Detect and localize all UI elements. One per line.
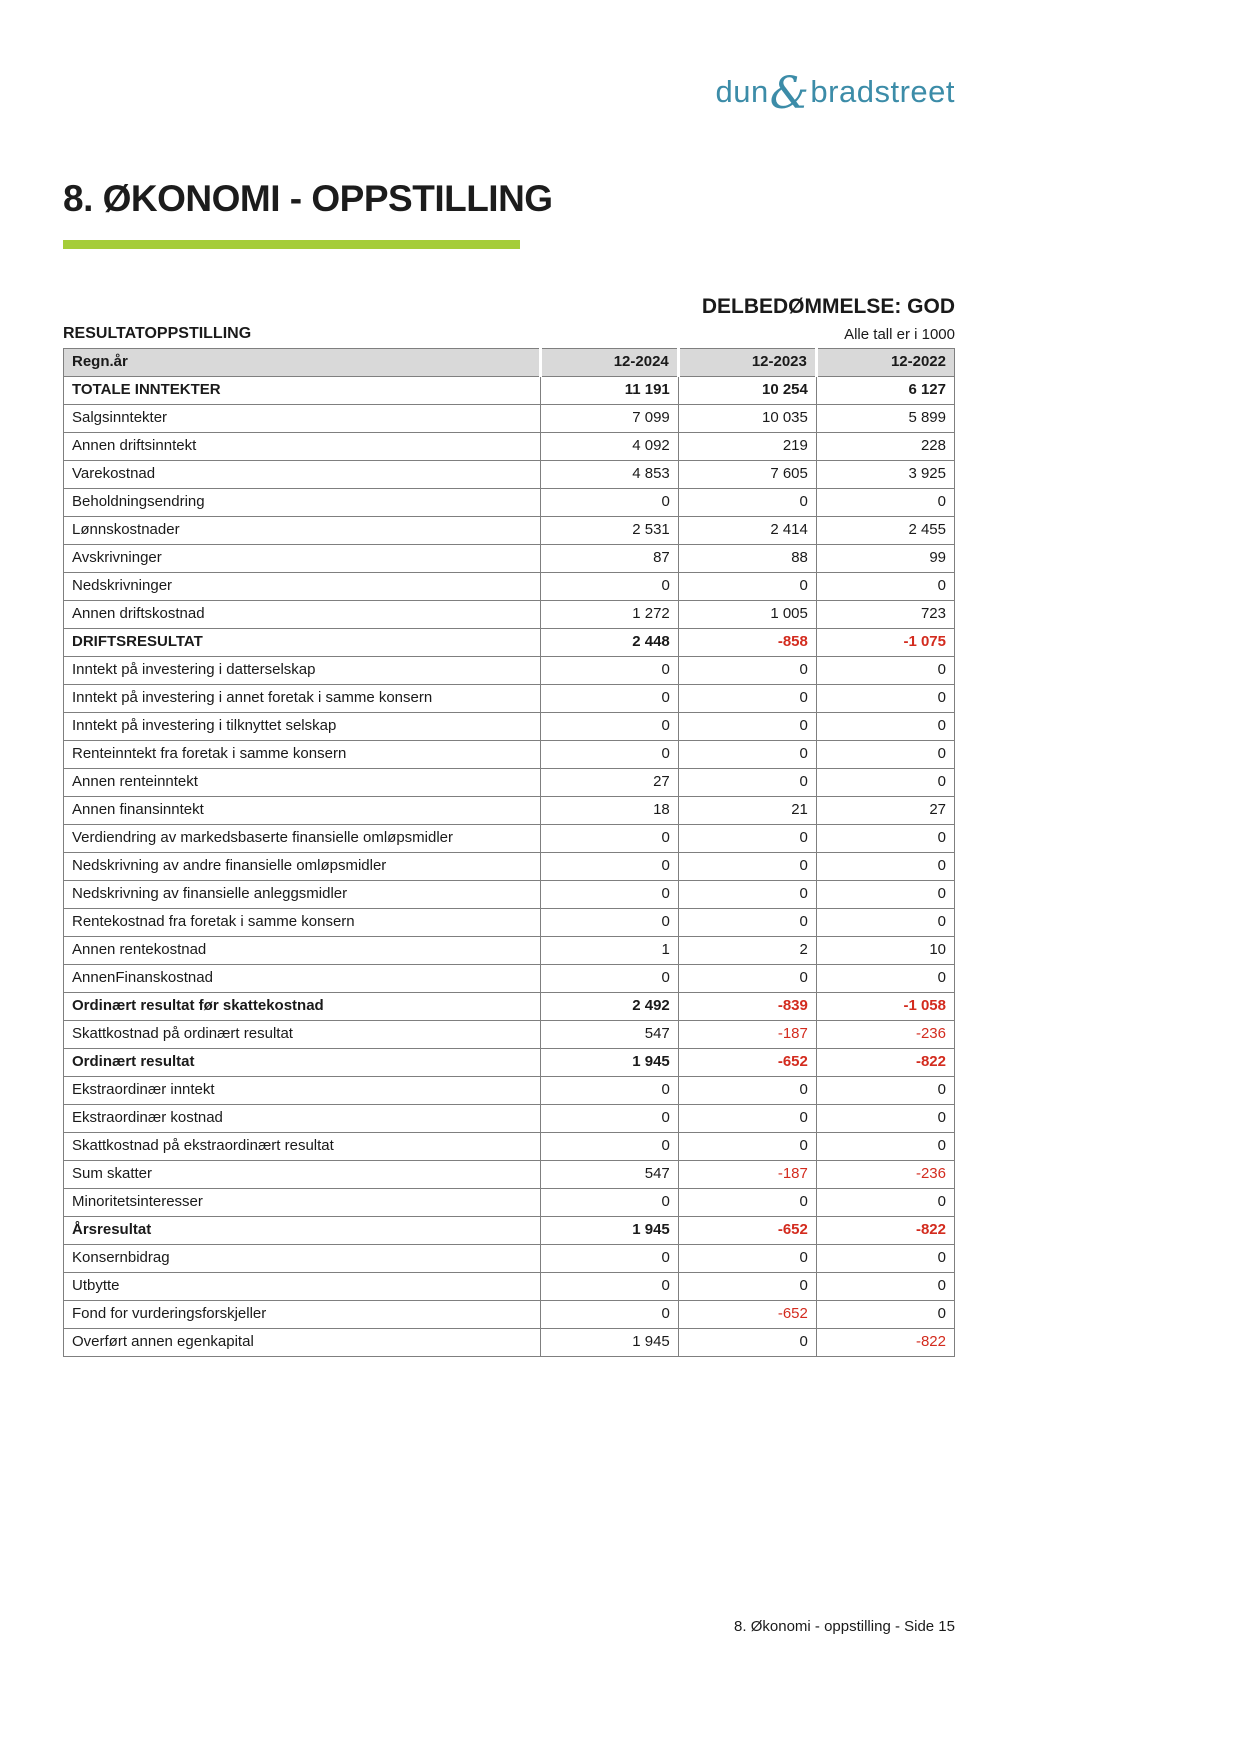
row-label: Annen driftsinntekt bbox=[64, 433, 541, 461]
row-label: Ordinært resultat bbox=[64, 1049, 541, 1077]
row-value: 27 bbox=[816, 797, 954, 825]
row-value: 547 bbox=[540, 1161, 678, 1189]
table-row bbox=[64, 601, 955, 629]
row-label: DRIFTSRESULTAT bbox=[64, 629, 541, 657]
row-value: 2 414 bbox=[678, 517, 816, 545]
row-value: -652 bbox=[678, 1301, 816, 1329]
row-value: 0 bbox=[540, 713, 678, 741]
logo-text-dun: dun bbox=[715, 74, 769, 109]
table-row bbox=[64, 1049, 955, 1077]
row-value: 2 492 bbox=[540, 993, 678, 1021]
row-value: -839 bbox=[678, 993, 816, 1021]
row-value: 0 bbox=[678, 909, 816, 937]
row-label: Annen finansinntekt bbox=[64, 797, 541, 825]
row-value: 1 bbox=[540, 937, 678, 965]
row-label: Sum skatter bbox=[64, 1161, 541, 1189]
row-value: 0 bbox=[678, 1273, 816, 1301]
row-label: Konsernbidrag bbox=[64, 1245, 541, 1273]
row-value: 0 bbox=[678, 853, 816, 881]
row-value: 0 bbox=[540, 1133, 678, 1161]
table-row bbox=[64, 489, 955, 517]
row-value: 4 853 bbox=[540, 461, 678, 489]
row-value: 0 bbox=[678, 741, 816, 769]
table-row bbox=[64, 657, 955, 685]
row-value: 0 bbox=[678, 713, 816, 741]
row-value: -822 bbox=[816, 1329, 954, 1357]
row-value: 11 191 bbox=[540, 377, 678, 405]
row-value: 0 bbox=[816, 1133, 954, 1161]
row-value: 0 bbox=[540, 965, 678, 993]
row-value: -187 bbox=[678, 1021, 816, 1049]
row-value: 0 bbox=[540, 853, 678, 881]
row-value: 0 bbox=[540, 1245, 678, 1273]
row-value: 10 035 bbox=[678, 405, 816, 433]
row-label: AnnenFinanskostnad bbox=[64, 965, 541, 993]
table-row bbox=[64, 741, 955, 769]
row-value: 0 bbox=[678, 825, 816, 853]
table-row bbox=[64, 1077, 955, 1105]
row-label: Minoritetsinteresser bbox=[64, 1189, 541, 1217]
table-row bbox=[64, 909, 955, 937]
content-column bbox=[63, 0, 955, 1357]
row-label: Inntekt på investering i tilknyttet selskap bbox=[64, 713, 541, 741]
row-value: 6 127 bbox=[816, 377, 954, 405]
table-row bbox=[64, 1329, 955, 1357]
row-label: Skattkostnad på ordinært resultat bbox=[64, 1021, 541, 1049]
row-value: 0 bbox=[816, 573, 954, 601]
row-label: Beholdningsendring bbox=[64, 489, 541, 517]
row-value: 0 bbox=[816, 1077, 954, 1105]
table-row bbox=[64, 1161, 955, 1189]
row-value: 0 bbox=[678, 1329, 816, 1357]
units-note: Alle tall er i 1000 bbox=[844, 326, 955, 343]
row-value: 228 bbox=[816, 433, 954, 461]
row-label: Annen rentekostnad bbox=[64, 937, 541, 965]
row-value: 0 bbox=[816, 1105, 954, 1133]
table-row bbox=[64, 377, 955, 405]
row-value: 0 bbox=[678, 1105, 816, 1133]
column-header-label: Regn.år bbox=[64, 349, 541, 377]
row-label: Varekostnad bbox=[64, 461, 541, 489]
row-label: Ordinært resultat før skattekostnad bbox=[64, 993, 541, 1021]
row-value: 0 bbox=[540, 1077, 678, 1105]
table-row bbox=[64, 769, 955, 797]
row-value: 0 bbox=[816, 741, 954, 769]
row-value: 0 bbox=[540, 1105, 678, 1133]
row-value: 723 bbox=[816, 601, 954, 629]
row-value: -822 bbox=[816, 1049, 954, 1077]
row-label: Rentekostnad fra foretak i samme konsern bbox=[64, 909, 541, 937]
table-row bbox=[64, 545, 955, 573]
row-label: Nedskrivninger bbox=[64, 573, 541, 601]
row-label: Fond for vurderingsforskjeller bbox=[64, 1301, 541, 1329]
table-row bbox=[64, 1217, 955, 1245]
table-row bbox=[64, 1189, 955, 1217]
row-value: 0 bbox=[540, 909, 678, 937]
row-value: 10 bbox=[816, 937, 954, 965]
column-header-year: 12-2024 bbox=[540, 349, 678, 377]
table-row bbox=[64, 993, 955, 1021]
row-value: 0 bbox=[540, 825, 678, 853]
row-value: 0 bbox=[540, 1301, 678, 1329]
row-value: 0 bbox=[816, 825, 954, 853]
row-value: 0 bbox=[816, 685, 954, 713]
table-row bbox=[64, 1021, 955, 1049]
row-label: TOTALE INNTEKTER bbox=[64, 377, 541, 405]
row-label: Utbytte bbox=[64, 1273, 541, 1301]
row-value: 0 bbox=[816, 853, 954, 881]
row-value: 0 bbox=[540, 489, 678, 517]
row-label: Skattkostnad på ekstraordinært resultat bbox=[64, 1133, 541, 1161]
row-value: 0 bbox=[816, 965, 954, 993]
row-value: 0 bbox=[678, 965, 816, 993]
row-label: Verdiendring av markedsbaserte finansielle omløpsmidler bbox=[64, 825, 541, 853]
row-value: 0 bbox=[678, 573, 816, 601]
row-value: 0 bbox=[816, 657, 954, 685]
row-value: 87 bbox=[540, 545, 678, 573]
table-row bbox=[64, 937, 955, 965]
table-row bbox=[64, 1133, 955, 1161]
row-value: 18 bbox=[540, 797, 678, 825]
row-value: 0 bbox=[678, 769, 816, 797]
row-value: -1 075 bbox=[816, 629, 954, 657]
row-label: Nedskrivning av finansielle anleggsmidler bbox=[64, 881, 541, 909]
row-value: 0 bbox=[540, 1273, 678, 1301]
page-footer: 8. Økonomi - oppstilling - Side 15 bbox=[734, 1618, 955, 1635]
table-row bbox=[64, 825, 955, 853]
row-value: -236 bbox=[816, 1021, 954, 1049]
column-header-year: 12-2023 bbox=[678, 349, 816, 377]
row-label: Inntekt på investering i annet foretak i samme konsern bbox=[64, 685, 541, 713]
row-value: 27 bbox=[540, 769, 678, 797]
row-value: 1 005 bbox=[678, 601, 816, 629]
row-label: Overført annen egenkapital bbox=[64, 1329, 541, 1357]
row-value: 0 bbox=[816, 1189, 954, 1217]
table-row bbox=[64, 685, 955, 713]
table-row bbox=[64, 573, 955, 601]
row-value: -652 bbox=[678, 1217, 816, 1245]
row-value: 7 605 bbox=[678, 461, 816, 489]
row-value: 0 bbox=[816, 1301, 954, 1329]
row-value: 3 925 bbox=[816, 461, 954, 489]
row-value: 0 bbox=[678, 489, 816, 517]
dun-bradstreet-logo bbox=[715, 68, 955, 119]
table-row bbox=[64, 1301, 955, 1329]
row-label: Årsresultat bbox=[64, 1217, 541, 1245]
logo-row bbox=[63, 68, 955, 119]
row-value: 0 bbox=[540, 685, 678, 713]
row-value: -652 bbox=[678, 1049, 816, 1077]
row-value: 0 bbox=[540, 1189, 678, 1217]
table-row bbox=[64, 797, 955, 825]
row-value: 7 099 bbox=[540, 405, 678, 433]
row-value: 0 bbox=[540, 881, 678, 909]
row-value: 0 bbox=[540, 657, 678, 685]
row-label: Ekstraordinær inntekt bbox=[64, 1077, 541, 1105]
row-value: 0 bbox=[540, 741, 678, 769]
page-title: 8. ØKONOMI - OPPSTILLING bbox=[63, 178, 553, 219]
row-value: -1 058 bbox=[816, 993, 954, 1021]
row-value: 547 bbox=[540, 1021, 678, 1049]
row-value: 1 945 bbox=[540, 1217, 678, 1245]
row-value: 0 bbox=[678, 1077, 816, 1105]
row-label: Ekstraordinær kostnad bbox=[64, 1105, 541, 1133]
table-row bbox=[64, 1245, 955, 1273]
row-value: 2 531 bbox=[540, 517, 678, 545]
table-row bbox=[64, 1273, 955, 1301]
row-value: 99 bbox=[816, 545, 954, 573]
row-label: Annen driftskostnad bbox=[64, 601, 541, 629]
row-value: 0 bbox=[816, 881, 954, 909]
row-value: 0 bbox=[678, 1189, 816, 1217]
table-row bbox=[64, 517, 955, 545]
result-table bbox=[63, 348, 955, 1357]
row-value: 2 455 bbox=[816, 517, 954, 545]
table-row bbox=[64, 1105, 955, 1133]
row-label: Lønnskostnader bbox=[64, 517, 541, 545]
row-value: 5 899 bbox=[816, 405, 954, 433]
row-value: 0 bbox=[816, 769, 954, 797]
table-row bbox=[64, 965, 955, 993]
row-value: 0 bbox=[816, 909, 954, 937]
title-accent-bar bbox=[63, 240, 520, 249]
table-row bbox=[64, 881, 955, 909]
row-value: -858 bbox=[678, 629, 816, 657]
row-label: Annen renteinntekt bbox=[64, 769, 541, 797]
row-value: -236 bbox=[816, 1161, 954, 1189]
table-row bbox=[64, 433, 955, 461]
row-value: -187 bbox=[678, 1161, 816, 1189]
row-value: 0 bbox=[540, 573, 678, 601]
row-label: Avskrivninger bbox=[64, 545, 541, 573]
row-value: 0 bbox=[678, 881, 816, 909]
row-value: 0 bbox=[678, 685, 816, 713]
row-value: 4 092 bbox=[540, 433, 678, 461]
row-value: 0 bbox=[816, 489, 954, 517]
column-header-year: 12-2022 bbox=[816, 349, 954, 377]
row-value: 88 bbox=[678, 545, 816, 573]
assessment-label: DELBEDØMMELSE: GOD bbox=[701, 295, 955, 318]
ampersand-icon: & bbox=[769, 68, 810, 119]
row-label: Salgsinntekter bbox=[64, 405, 541, 433]
row-label: Inntekt på investering i datterselskap bbox=[64, 657, 541, 685]
row-value: 219 bbox=[678, 433, 816, 461]
row-value: 2 448 bbox=[540, 629, 678, 657]
row-value: 0 bbox=[678, 1245, 816, 1273]
row-value: -822 bbox=[816, 1217, 954, 1245]
row-value: 1 945 bbox=[540, 1329, 678, 1357]
row-value: 21 bbox=[678, 797, 816, 825]
row-label: Nedskrivning av andre finansielle omløpsmidler bbox=[64, 853, 541, 881]
row-value: 10 254 bbox=[678, 377, 816, 405]
table-row bbox=[64, 629, 955, 657]
table-head-row bbox=[63, 325, 955, 343]
logo-text-bradstreet: bradstreet bbox=[810, 74, 955, 109]
table-title: RESULTATOPPSTILLING bbox=[63, 325, 252, 342]
row-value: 0 bbox=[816, 713, 954, 741]
table-row bbox=[64, 405, 955, 433]
row-value: 2 bbox=[678, 937, 816, 965]
row-label: Renteinntekt fra foretak i samme konsern bbox=[64, 741, 541, 769]
table-row bbox=[64, 853, 955, 881]
row-value: 1 945 bbox=[540, 1049, 678, 1077]
row-value: 0 bbox=[678, 657, 816, 685]
table-row bbox=[64, 461, 955, 489]
row-value: 1 272 bbox=[540, 601, 678, 629]
table-row bbox=[64, 713, 955, 741]
row-value: 0 bbox=[816, 1273, 954, 1301]
row-value: 0 bbox=[816, 1245, 954, 1273]
row-value: 0 bbox=[678, 1133, 816, 1161]
table-header-row bbox=[64, 349, 955, 377]
